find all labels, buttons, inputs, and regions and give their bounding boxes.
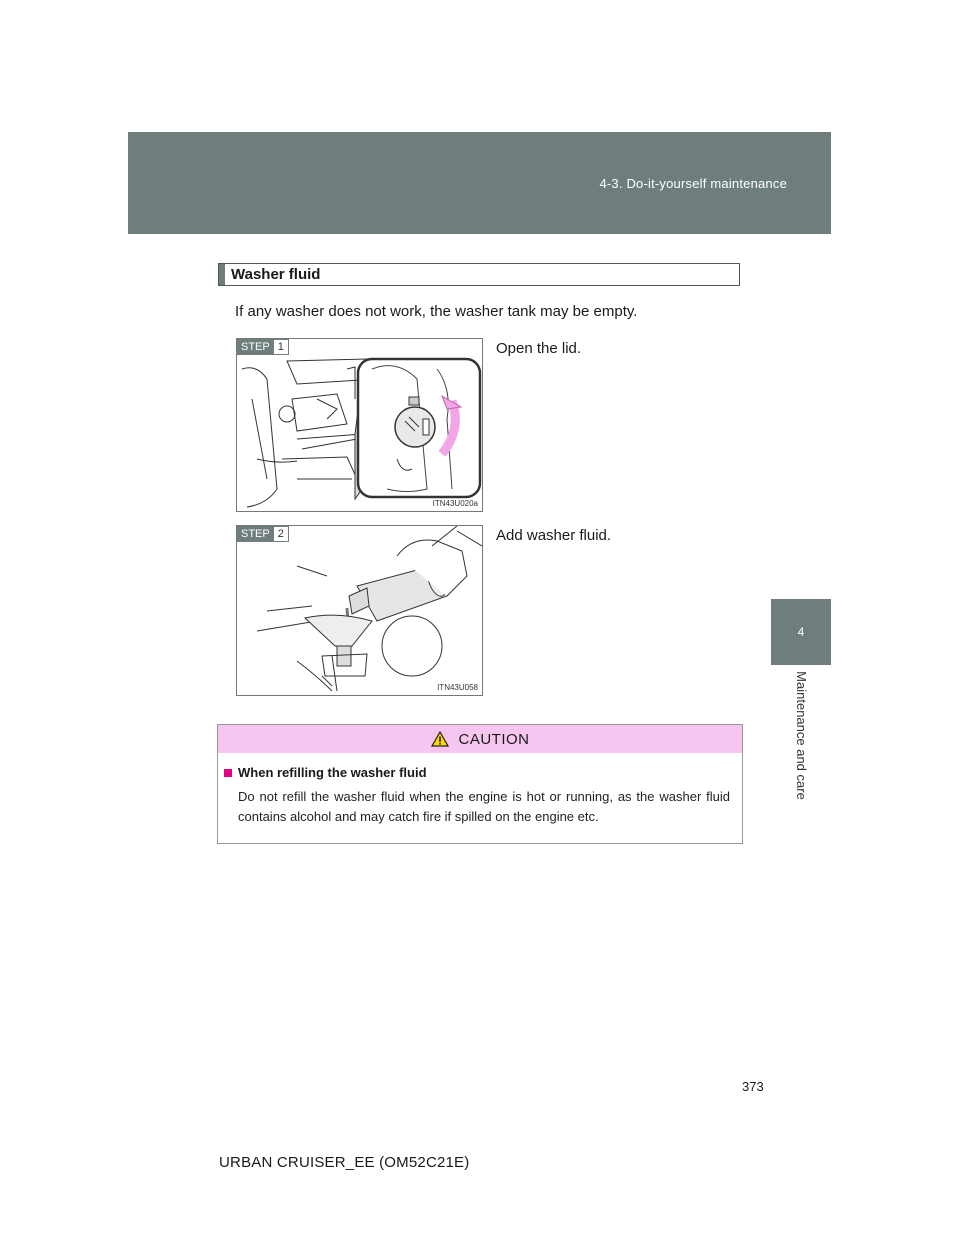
chapter-title: Maintenance and care (793, 670, 809, 800)
heading-accent-bar (219, 264, 225, 285)
section-breadcrumb: 4-3. Do-it-yourself maintenance (599, 176, 787, 191)
intro-paragraph: If any washer does not work, the washer tank may be empty. (235, 303, 638, 320)
chapter-number-tab: 4 (771, 599, 831, 665)
caution-header (218, 725, 742, 753)
figure-code: ITN43U058 (437, 683, 478, 692)
step-label: STEP (237, 526, 274, 542)
step-1-badge (237, 339, 289, 355)
caution-box (217, 724, 743, 844)
footer-model: URBAN CRUISER_EE (OM52C21E) (219, 1154, 470, 1171)
step-1-text: Open the lid. (496, 340, 582, 357)
section-title: Washer fluid (231, 266, 321, 283)
header-band (128, 132, 831, 234)
caution-body: Do not refill the washer fluid when the engine is hot or running, as the washer fluid contains alcohol and may catch fire if spilled on the engine etc. (238, 789, 730, 824)
step-2-figure (236, 525, 483, 696)
refill-illustration (237, 526, 483, 696)
figure-code: ITN43U020a (432, 499, 478, 508)
square-bullet-icon (224, 769, 232, 777)
section-heading (218, 263, 740, 286)
warning-icon (431, 731, 449, 747)
caution-title: CAUTION (458, 730, 530, 748)
step-number: 2 (274, 526, 289, 542)
step-label: STEP (237, 339, 274, 355)
step-2-badge (237, 526, 289, 542)
page-number: 373 (742, 1079, 764, 1094)
step-1-figure (236, 338, 483, 512)
engine-bay-illustration (237, 339, 483, 512)
step-number: 1 (274, 339, 289, 355)
step-2-text: Add washer fluid. (496, 527, 612, 544)
caution-subheading (224, 765, 742, 780)
chapter-title-tab (771, 670, 831, 800)
caution-subheading-text: When refilling the washer fluid (238, 765, 427, 780)
